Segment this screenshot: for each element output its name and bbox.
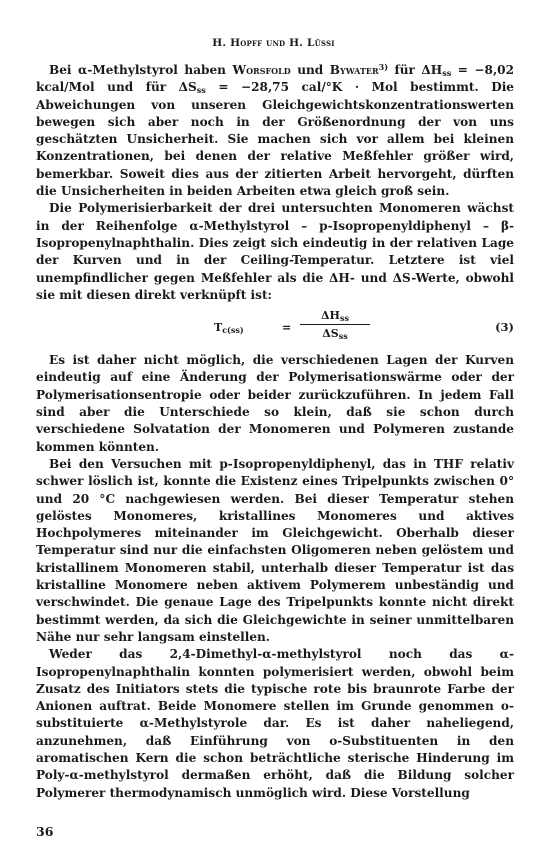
running-header: H. Hopff und H. Lüssi	[212, 37, 335, 49]
subscript-ss: ss	[442, 68, 452, 78]
eq-num-text: ΔH	[321, 309, 340, 323]
paragraph-1	[36, 62, 514, 200]
p1-text-c: für ΔH	[388, 63, 443, 77]
equation-equals: =	[282, 321, 292, 335]
eq-den-text: ΔS	[322, 327, 339, 341]
author-bywater: Bywater	[329, 63, 379, 77]
paragraph-5: Weder das 2,4-Dimethyl-α-methylstyrol noch das α-Isopropenylnaphthalin konnten polymerisiert werden, obwohl beim Zusatz des Initiators stets die typische rote bis braunrote Farbe der Anionen auftrat. Beide Monomere stellen im Grunde genommen o-substituierte α-Methylstyrole dar. Es ist daher naheliegend, anzunehmen, daß Einführung von o-Substituenten in den aromatischen Kern die schon beträchtliche sterische Hinderung im Poly-α-methylstyrol dermaßen erhöht, daß die Bildung solcher Polymerer thermodynamisch unmöglich wird. Diese Vorstellung	[36, 647, 514, 800]
equation-fraction	[300, 308, 370, 341]
subscript-ss: ss	[196, 85, 206, 96]
p1-text-e: = −28,75 cal/°K · Mol bestimmt. Die Abweichungen von unseren Gleichgewichtskonzentrationswerten bewegen sich aber noch in der Größenordnung der von uns geschätzten Unsicherheit. Sie machen sich vor allem bei kleinen Konzentrationen, bei denen der relative Meßfehler größer wird, bemerkbar. Soweit dies aus der zitierten Arbeit hervorgeht, dürften die Unsicherheiten in beiden Arbeiten etwa gleich groß sein.	[36, 80, 514, 199]
p1-text-b: und	[290, 63, 330, 77]
paragraph-2: Die Polymerisierbarkeit der drei untersuchten Monomeren wächst in der Reihenfolge α-Methylstyrol – p-Isopropenyldiphenyl – β-Isopropenylnaphthalin. Dies zeigt sich eindeutig in der relativen Lage der Kurven und in der Ceiling-Temperatur. Letztere ist viel unempfindlicher gegen Meßfehler als die ΔH- und ΔS-Werte, obwohl sie mit diesen direkt verknüpft ist:	[36, 201, 514, 302]
p1-text-d: = −8,02 kcal/Mol und für ΔS	[36, 63, 514, 95]
reference-mark: 3)	[378, 62, 388, 72]
equation-number: (3)	[495, 320, 514, 335]
equation-denominator	[300, 325, 370, 341]
eq-t: T	[214, 321, 223, 335]
eq-den-sub: ss	[338, 331, 348, 342]
paragraph-3: Es ist daher nicht möglich, die verschiedenen Lagen der Kurven eindeutig auf eine Änderung der Polymerisationswärme oder der Polymerisationsentropie oder beider zurückzuführen. In jedem Fall sind aber die Unterschiede so klein, daß sie schon durch verschiedene Solvatation der Monomeren und Polymeren zustande kommen könnten.	[36, 353, 514, 454]
equation-lhs	[214, 319, 244, 336]
eq-num-sub: ss	[339, 313, 349, 324]
paragraph-4: Bei den Versuchen mit p-Isopropenyldiphenyl, das in THF relativ schwer löslich ist, konnte die Existenz eines Tripelpunkts zwischen 0° und 20 °C nachgewiesen werden. Bei dieser Temperatur stehen gelöstes Monomeres, kristallines Monomeres und aktives Hochpolymeres miteinander im Gleichgewicht. Oberhalb dieser Temperatur sind nur die einfachsten Oligomeren neben gelöstem und kristallinem Monomeren stabil, unterhalb dieser Temperatur ist das kristalline Monomere neben aktivem Polymerem unbeständig und verschwindet. Die genaue Lage des Tripelpunkts konnte nicht direkt bestimmt werden, da sich die Gleichgewichte in seiner unmittelbaren Nähe nur sehr langsam einstellen.	[36, 456, 514, 644]
spacer	[36, 344, 514, 352]
body-text	[36, 62, 514, 802]
p1-text-a: Bei α-Methylstyrol haben	[49, 63, 233, 77]
page-number: 36	[36, 824, 54, 839]
equation-3	[36, 308, 514, 344]
eq-t-sub: c(ss)	[222, 325, 244, 336]
author-worsfold: Worsfold	[232, 63, 291, 77]
equation-numerator	[300, 308, 370, 325]
